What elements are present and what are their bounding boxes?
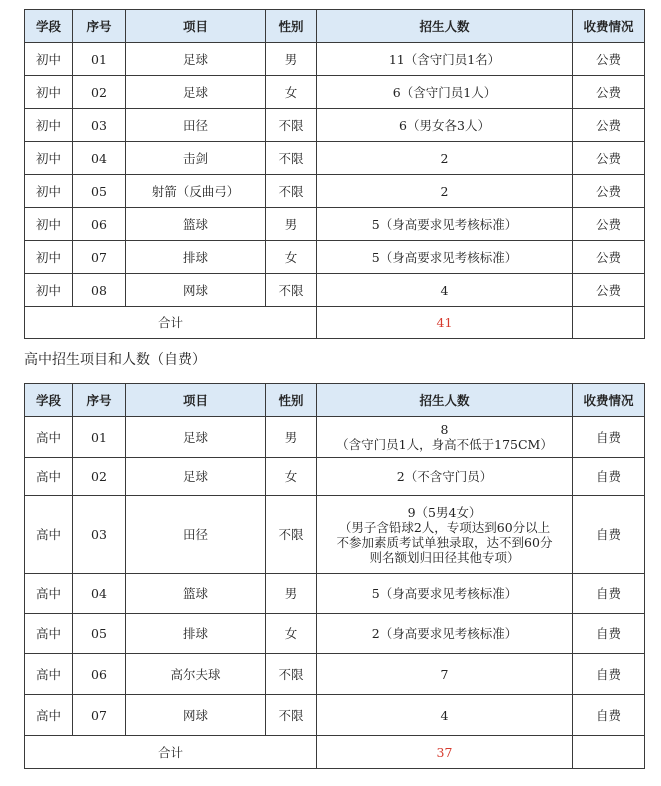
high-school-section-title: 高中招生项目和人数（自费） [24,352,206,368]
header-gender: 性别 [266,10,317,43]
header-number: 序号 [73,10,126,43]
cell-gender: 女 [266,614,317,654]
quota-line: （含守门员1人，身高不低于175CM） [336,437,553,452]
cell-item: 篮球 [126,574,266,614]
cell-gender: 男 [266,43,317,76]
header-quota: 招生人数 [317,10,573,43]
quota-line: 则名额划归田径其他专项） [369,549,520,565]
header-item: 项目 [126,384,266,417]
cell-quota [317,417,573,458]
cell-level: 初中 [25,241,73,274]
cell-level: 高中 [25,654,73,695]
cell-number: 08 [73,274,126,307]
header-number: 序号 [73,384,126,417]
cell-level: 初中 [25,142,73,175]
table-row [25,417,645,458]
quota-line: 8 [440,422,449,437]
header-gender: 性别 [266,384,317,417]
cell-quota [317,695,573,736]
table-row [25,241,645,274]
table-row [25,614,645,654]
cell-fee: 公费 [573,43,645,76]
header-fee: 收费情况 [573,10,645,43]
cell-quota: 5（身高要求见考核标准） [317,241,573,274]
total-row [25,307,645,339]
cell-quota [317,574,573,614]
cell-quota: 2 [317,175,573,208]
total-fee-empty [573,307,645,339]
cell-quota: 4 [317,274,573,307]
quota-line: 2（不含守门员） [396,469,493,484]
cell-fee: 自费 [573,695,645,736]
cell-number: 07 [73,695,126,736]
table-row [25,109,645,142]
cell-level: 高中 [25,496,73,574]
cell-number: 06 [73,208,126,241]
cell-number: 05 [73,175,126,208]
cell-item: 网球 [126,274,266,307]
cell-quota: 2 [317,142,573,175]
cell-number: 01 [73,43,126,76]
cell-gender: 不限 [266,496,317,574]
total-label: 合计 [25,307,317,339]
cell-item: 射箭（反曲弓） [126,175,266,208]
quota-line: 7 [440,666,449,682]
cell-gender: 不限 [266,142,317,175]
cell-level: 初中 [25,274,73,307]
total-fee-empty [573,736,645,769]
cell-level: 高中 [25,458,73,496]
cell-item: 田径 [126,109,266,142]
cell-number: 04 [73,574,126,614]
table-row [25,175,645,208]
cell-item: 排球 [126,241,266,274]
cell-level: 高中 [25,614,73,654]
cell-number: 05 [73,614,126,654]
quota-line: 9（5男4女） [407,504,482,520]
quota-line: （男子含铅球2人，专项达到60分以上 [338,519,551,535]
cell-fee: 自费 [573,614,645,654]
total-value: 37 [317,736,573,769]
header-level: 学段 [25,10,73,43]
header-quota: 招生人数 [317,384,573,417]
cell-item: 足球 [126,417,266,458]
cell-level: 初中 [25,76,73,109]
table-row [25,43,645,76]
cell-quota: 11（含守门员1名） [317,43,573,76]
cell-level: 高中 [25,695,73,736]
cell-gender: 男 [266,208,317,241]
cell-level: 高中 [25,574,73,614]
cell-quota: 6（男女各3人） [317,109,573,142]
total-row [25,736,645,769]
cell-quota: 6（含守门员1人） [317,76,573,109]
table-row [25,142,645,175]
cell-fee: 公费 [573,109,645,142]
cell-gender: 女 [266,458,317,496]
table-row [25,76,645,109]
cell-fee: 自费 [573,654,645,695]
table-row [25,274,645,307]
table-row [25,496,645,574]
cell-fee: 公费 [573,274,645,307]
cell-item: 田径 [126,496,266,574]
cell-fee: 自费 [573,417,645,458]
cell-quota [317,654,573,695]
header-item: 项目 [126,10,266,43]
header-level: 学段 [25,384,73,417]
cell-gender: 男 [266,574,317,614]
cell-quota [317,458,573,496]
total-value: 41 [317,307,573,339]
high-school-table [24,383,645,769]
table-row [25,208,645,241]
cell-item: 高尔夫球 [126,654,266,695]
cell-gender: 不限 [266,274,317,307]
quota-line: 5（身高要求见考核标准） [371,586,518,601]
cell-number: 01 [73,417,126,458]
cell-fee: 公费 [573,142,645,175]
cell-gender: 不限 [266,654,317,695]
cell-item: 足球 [126,43,266,76]
table-row [25,458,645,496]
cell-level: 初中 [25,109,73,142]
table-header-row [25,10,645,43]
middle-school-table [24,9,645,339]
cell-quota: 5（身高要求见考核标准） [317,208,573,241]
cell-item: 排球 [126,614,266,654]
cell-gender: 男 [266,417,317,458]
cell-level: 初中 [25,43,73,76]
cell-fee: 公费 [573,175,645,208]
cell-number: 07 [73,241,126,274]
table-header-row [25,384,645,417]
cell-number: 02 [73,76,126,109]
cell-number: 03 [73,496,126,574]
cell-fee: 公费 [573,76,645,109]
total-label: 合计 [25,736,317,769]
cell-number: 02 [73,458,126,496]
cell-item: 足球 [126,76,266,109]
cell-fee: 公费 [573,208,645,241]
cell-number: 06 [73,654,126,695]
cell-gender: 女 [266,241,317,274]
cell-number: 03 [73,109,126,142]
table-row [25,695,645,736]
table-row [25,654,645,695]
quota-line: 不参加素质考试单独录取，达不到60分 [336,534,553,550]
quota-line: 4 [440,707,449,723]
header-fee: 收费情况 [573,384,645,417]
table-row [25,574,645,614]
cell-item: 篮球 [126,208,266,241]
cell-quota [317,496,573,574]
cell-fee: 自费 [573,496,645,574]
cell-gender: 不限 [266,109,317,142]
cell-number: 04 [73,142,126,175]
cell-level: 初中 [25,208,73,241]
cell-fee: 自费 [573,458,645,496]
quota-line: 2（身高要求见考核标准） [371,626,518,641]
cell-gender: 女 [266,76,317,109]
cell-gender: 不限 [266,695,317,736]
cell-level: 高中 [25,417,73,458]
cell-fee: 公费 [573,241,645,274]
cell-level: 初中 [25,175,73,208]
cell-item: 网球 [126,695,266,736]
cell-item: 击剑 [126,142,266,175]
cell-quota [317,614,573,654]
cell-item: 足球 [126,458,266,496]
cell-fee: 自费 [573,574,645,614]
cell-gender: 不限 [266,175,317,208]
